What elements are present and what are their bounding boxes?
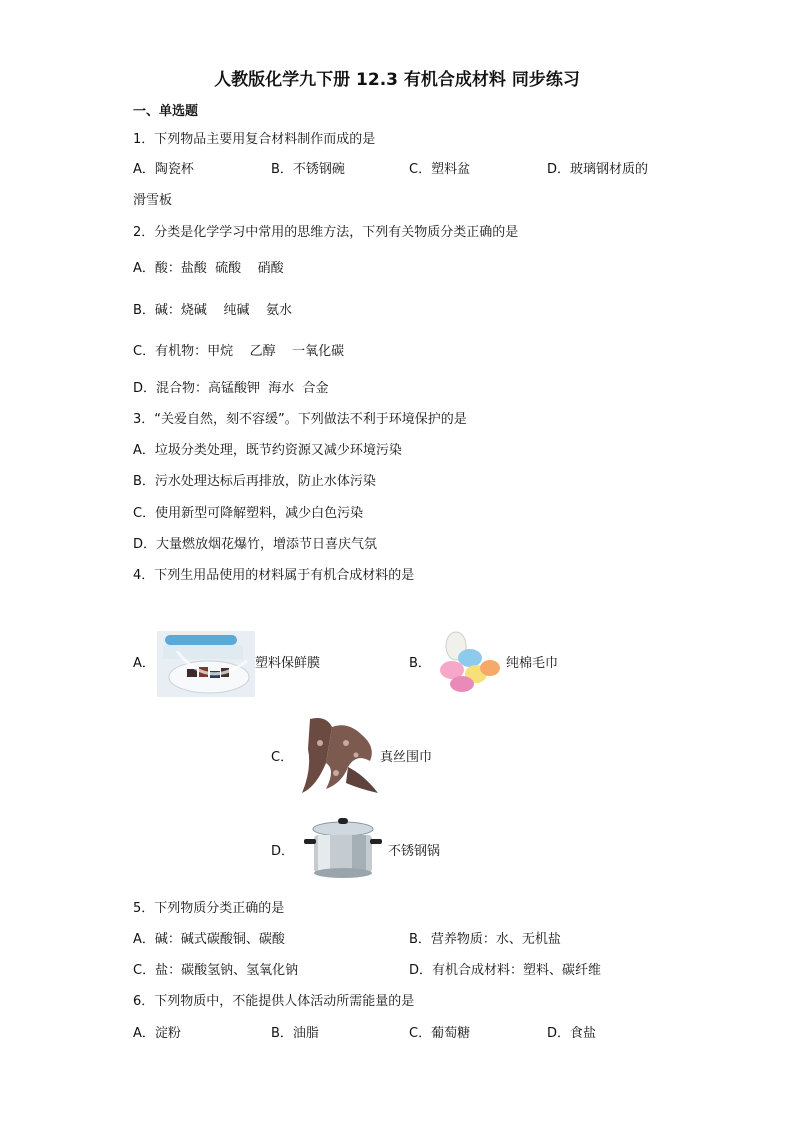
q5-option-a: A．碱：碱式碳酸铜、碳酸 [133,932,285,947]
q1-option-c: C．塑料盆 [409,162,471,177]
q4-option-b-text: 纯棉毛巾 [506,656,559,671]
q5-option-b: B．营养物质：水、无机盐 [409,932,561,947]
section-heading: 一、单选题 [133,104,199,119]
q4-option-a-text: 塑料保鲜膜 [255,656,321,671]
plastic-wrap-image [157,631,255,697]
q1-option-a: A．陶瓷杯 [133,162,194,177]
q5-option-c: C．盐：碳酸氢钠、氢氧化钠 [133,963,299,978]
q1-option-b: B．不锈钢碗 [271,162,345,177]
q4-option-a-label: A． [133,656,155,671]
q3-stem: 3．“关爱自然，刻不容缓”。下列做法不利于环境保护的是 [133,412,467,427]
q4-option-d-label: D． [271,844,295,859]
silk-scarf-image [296,713,380,797]
q1-stem: 1．下列物品主要用复合材料制作而成的是 [133,132,376,147]
q2-stem: 2．分类是化学学习中常用的思维方法，下列有关物质分类正确的是 [133,225,519,240]
q6-option-d: D．食盐 [547,1026,597,1041]
q3-option-c: C．使用新型可降解塑料，减少白色污染 [133,506,364,521]
q5-option-d: D．有机合成材料：塑料、碳纤维 [409,963,602,978]
q6-option-b: B．油脂 [271,1026,319,1041]
q4-option-c-label: C． [271,750,294,765]
q2-option-d: D．混合物：高锰酸钾 海水 合金 [133,381,329,396]
q4-stem: 4．下列生用品使用的材料属于有机合成材料的是 [133,568,415,583]
page-title: 人教版化学九下册 12.3 有机合成材料 同步练习 [214,70,580,90]
q3-option-a: A．垃圾分类处理，既节约资源又减少环境污染 [133,443,402,458]
q2-option-c: C．有机物：甲烷 乙醇 一氧化碳 [133,344,345,359]
q5-stem: 5．下列物质分类正确的是 [133,901,285,916]
q2-option-a: A．酸：盐酸 硫酸 硝酸 [133,261,284,276]
q6-stem: 6．下列物质中，不能提供人体活动所需能量的是 [133,994,415,1009]
q3-option-d: D．大量燃放烟花爆竹，增添节日喜庆气氛 [133,537,378,552]
q4-option-c-text: 真丝围巾 [380,750,433,765]
q1-option-d-continued: 滑雪板 [133,193,173,208]
q4-option-b-label: B． [409,656,431,671]
q1-option-d: D．玻璃钢材质的 [547,162,649,177]
q6-option-c: C．葡萄糖 [409,1026,471,1041]
q4-option-d-text: 不锈钢锅 [388,844,441,859]
q3-option-b: B．污水处理达标后再排放，防止水体污染 [133,474,376,489]
cotton-towels-image [432,628,504,696]
q6-option-a: A．淀粉 [133,1026,181,1041]
stainless-pot-image [300,815,386,881]
q2-option-b: B．碱：烧碱 纯碱 氨水 [133,303,292,318]
